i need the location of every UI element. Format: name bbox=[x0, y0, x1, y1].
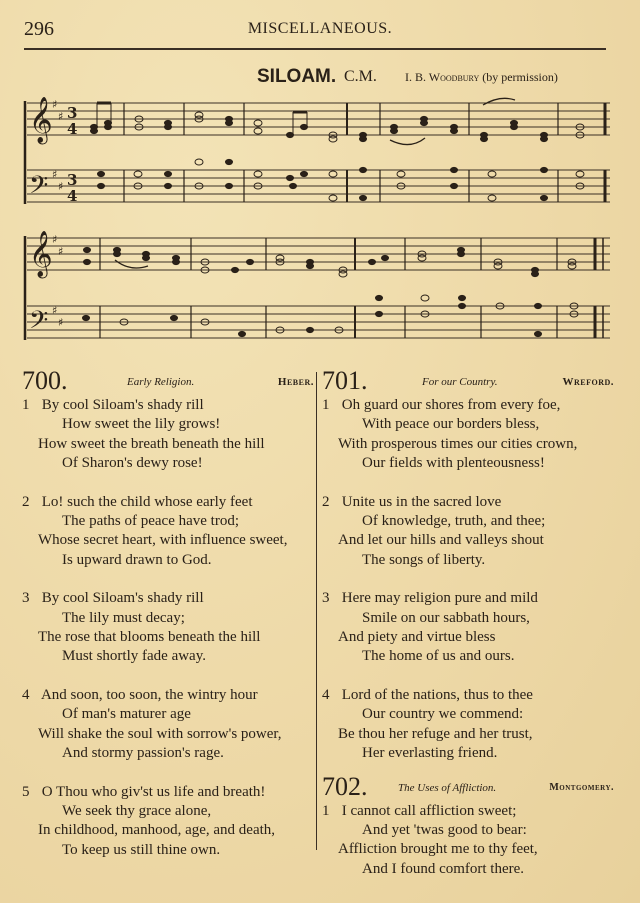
hymn-number: 702. bbox=[322, 771, 368, 801]
system-2-bass-staff bbox=[27, 306, 610, 338]
hymn-701 bbox=[322, 368, 614, 879]
composer-name: I. B. Woodbury bbox=[405, 70, 480, 84]
hymn-700 bbox=[22, 368, 314, 860]
running-head: MISCELLANEOUS. bbox=[247, 20, 393, 37]
svg-text:𝄞: 𝄞 bbox=[29, 231, 53, 277]
hymn-title: Early Religion. bbox=[127, 376, 195, 388]
page-number: 296 bbox=[24, 18, 54, 40]
hymn-number: 701. bbox=[322, 366, 368, 395]
composer-note: (by permission) bbox=[482, 70, 558, 84]
hymn-number: 700. bbox=[22, 366, 68, 395]
svg-text:3: 3 bbox=[67, 104, 78, 122]
system-1-bass-staff bbox=[27, 170, 610, 202]
stanza-3: 3 By cool Siloam's shady rill The lily must decay; The rose that blooms beneath the hill Must shortly fade away. bbox=[22, 590, 261, 665]
hymn-702 bbox=[322, 771, 614, 880]
bass-clef-icon: 𝄢 bbox=[29, 171, 49, 206]
music-score bbox=[0, 0, 640, 360]
stanza-3: 3 Here may religion pure and mild Smile on our sabbath hours, And piety and virtue bless The home of us and ours. bbox=[322, 590, 538, 665]
svg-text:♯: ♯ bbox=[52, 233, 58, 246]
hymn-header bbox=[22, 368, 314, 396]
stanza-2: 2 Lo! such the child whose early feet The paths of peace have trod; Whose secret heart, with influence sweet, Is upward drawn to God. bbox=[22, 493, 288, 568]
hymn-author: Wreford. bbox=[562, 376, 614, 388]
stanza-1: 1 I cannot call affliction sweet; And yet 'twas good to bear: Affliction brought me to thy feet, And I found comfort there. bbox=[322, 802, 538, 877]
svg-text:♯: ♯ bbox=[58, 110, 64, 123]
system-1-treble-staff bbox=[27, 103, 610, 135]
hymn-header bbox=[322, 368, 614, 396]
svg-text:♯: ♯ bbox=[58, 245, 64, 258]
svg-text:♯: ♯ bbox=[52, 168, 58, 181]
tune-name: SILOAM. bbox=[257, 66, 337, 87]
svg-text:𝄢: 𝄢 bbox=[29, 306, 49, 341]
stanza-4: 4 Lord of the nations, thus to thee Our country we commend: Be thou her refuge and her trust, Her everlasting friend. bbox=[322, 686, 533, 762]
stanza-5: 5 O Thou who giv'st us life and breath! We seek thy grace alone, In childhood, manhood, age, and death, To keep us still thine own. bbox=[22, 783, 276, 858]
svg-text:4: 4 bbox=[67, 120, 78, 138]
stanza-1: 1 Oh guard our shores from every foe, With peace our borders bless, With prosperous times our cities crown, Our fields with plenteousness! bbox=[322, 397, 578, 472]
column-divider bbox=[316, 372, 317, 850]
tune-meter: C.M. bbox=[344, 68, 377, 85]
svg-text:3: 3 bbox=[67, 171, 78, 189]
svg-text:♯: ♯ bbox=[52, 304, 58, 317]
stanza-2: 2 Unite us in the sacred love Of knowledge, truth, and thee; And let our hills and valleys shout The songs of liberty. bbox=[322, 493, 546, 568]
hymn-header bbox=[322, 771, 614, 802]
svg-text:♯: ♯ bbox=[58, 316, 64, 329]
hymn-author: Heber. bbox=[277, 376, 314, 388]
hymn-title: For our Country. bbox=[422, 376, 498, 388]
hymn-title: The Uses of Affliction. bbox=[398, 781, 497, 794]
stanza-4: 4 And soon, too soon, the wintry hour Of man's maturer age Will shake the soul with sorrow's power, And stormy passion's rage. bbox=[22, 686, 282, 762]
stanza-1: 1 By cool Siloam's shady rill How sweet the lily grows! How sweet the breath beneath the hill Of Sharon's dewy rose! bbox=[22, 397, 265, 472]
svg-text:4: 4 bbox=[67, 187, 78, 205]
hymn-author: Montgomery. bbox=[549, 781, 614, 793]
svg-text:♯: ♯ bbox=[58, 180, 64, 193]
treble-clef-icon: 𝄞 bbox=[29, 97, 53, 143]
svg-text:♯: ♯ bbox=[52, 98, 58, 111]
